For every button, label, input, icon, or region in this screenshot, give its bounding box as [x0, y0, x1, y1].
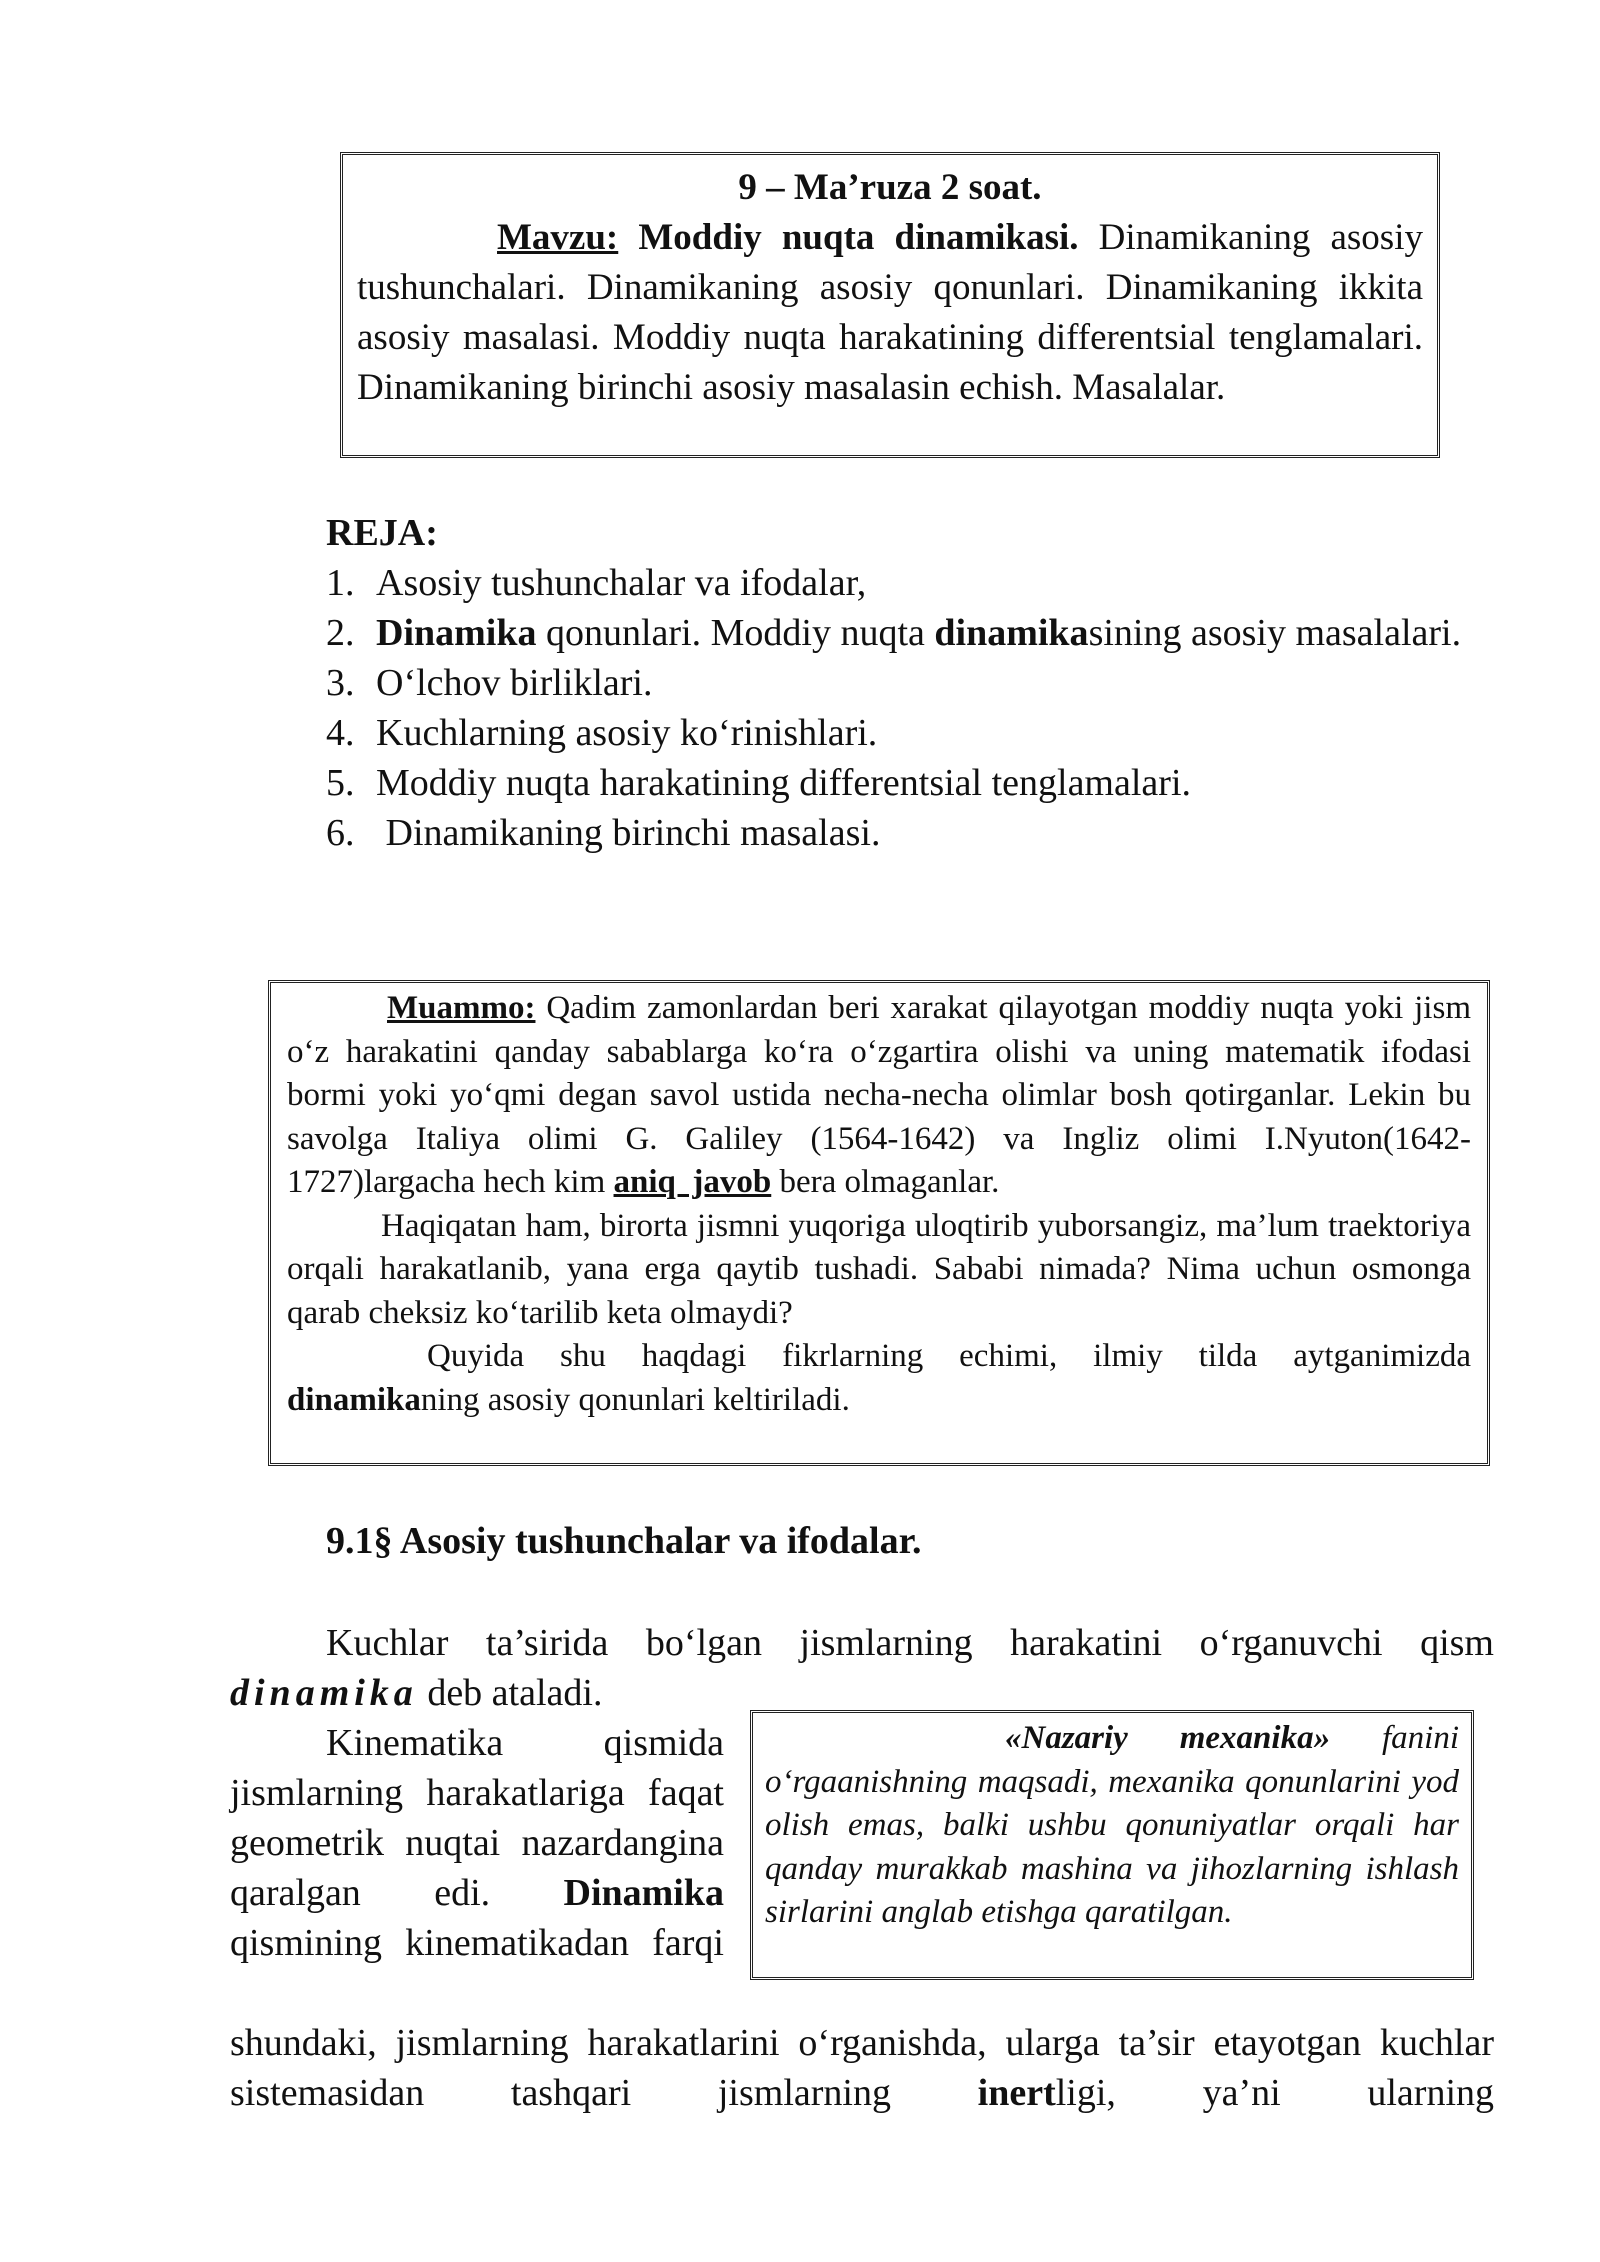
plan-item-text: Kuchlarning asosiy ko‘rinishlari.	[376, 712, 878, 754]
body-text: Kinematika qismida jismlarning harakatlariga faqat geometrik nuqtai nazardangina qaralgan edi.	[230, 1722, 724, 1914]
plan-item-text: Moddiy nuqta harakatining differentsial tenglamalari.	[376, 762, 1191, 804]
body-text-end: deb ataladi.	[417, 1672, 603, 1714]
quote-text: fanini o‘rgaanishning maqsadi, mexanika qonunlarini yod olish emas, balki ushbu qonuniyatlar orqali har qanday murakkab mashina va jihozlarning ishlash sirlarini anglab etishga qaratilgan.	[765, 1720, 1459, 1930]
problem-label: Muammo:	[387, 990, 536, 1026]
topic-bold: Moddiy nuqta dinamikasi.	[618, 217, 1079, 258]
quote-bold: «Nazariy mexanika»	[1005, 1720, 1331, 1756]
body-text-end: ligi, ya’ni ularning	[1055, 2072, 1494, 2114]
body-text-end: qismining kinematikadan farqi	[230, 1922, 724, 1964]
body-bold: inert	[977, 2072, 1056, 2114]
plan-item	[326, 708, 1494, 758]
problem-text: Qadim zamonlardan beri xarakat qilayotgan moddiy nuqta yoki jism o‘z harakatini qanday sabablarga ko‘ra o‘zgartira olishi va uning matematik ifodasi bormi yoki yo‘qmi degan savol ustida necha-necha olimlar bosh qotirganlar. Lekin bu savolga Italiya olimi G. Galiley (1564-1642) va Ingliz olimi I.Nyuton(1642-1727)largacha hech kim	[287, 990, 1471, 1200]
plan-heading: REJA:	[326, 512, 438, 554]
plan-item-text: Dinamikaning birinchi masalasi.	[376, 812, 881, 854]
problem-paragraph	[287, 987, 1471, 1205]
body-bold: Dinamika	[563, 1872, 724, 1914]
problem-box	[268, 980, 1490, 1466]
problem-text: Quyida shu haqdagi fikrlarning echimi, ilmiy tilda aytganimizda	[427, 1338, 1471, 1374]
plan-item-number: 1.	[326, 562, 355, 604]
lecture-header-box	[340, 152, 1440, 458]
body-text: Kuchlar ta’sirida bo‘lgan jismlarning harakatini o‘rganuvchi qism	[326, 1622, 1494, 1664]
plan-item-number: 4.	[326, 712, 355, 754]
quote-box	[750, 1710, 1474, 1980]
problem-paragraph: Haqiqatan ham, birorta jismni yuqoriga uloqtirib yuborsangiz, ma’lum traektoriya orqali harakatlanib, yana erga qaytib tushadi. Sababi nimada? Nima uchun osmonga qarab cheksiz ko‘tarilib keta olmaydi?	[287, 1207, 1471, 1331]
topic-rest: Dinamikaning asosiy tushunchalari. Dinamikaning asosiy qonunlari. Dinamikaning ikkita asosiy masalasi. Moddiy nuqta harakatining differentsial tenglamalari. Dinamikaning birinchi asosiy masalasin echish. Masalalar.	[357, 217, 1423, 408]
plan-item-bold: dinamika	[934, 612, 1089, 654]
body-term: dinamika	[230, 1672, 418, 1714]
plan-list	[326, 558, 1494, 858]
plan-item-mid: qonunlari. Moddiy nuqta	[536, 612, 935, 654]
lecture-title: 9 – Ma’ruza 2 soat.	[738, 167, 1042, 208]
plan-item	[326, 808, 1494, 858]
plan-item-text: O‘lchov birliklari.	[376, 662, 653, 704]
plan-item-number: 2.	[326, 612, 355, 654]
plan-item-number: 3.	[326, 662, 355, 704]
plan-item-number: 5.	[326, 762, 355, 804]
plan-item-end: sining asosiy masalalari.	[1088, 612, 1462, 654]
body-paragraph	[230, 2018, 1494, 2118]
plan-item-text	[376, 608, 1494, 658]
plan-item	[326, 558, 1494, 608]
problem-emphasis: aniq javob	[613, 1164, 772, 1200]
section-heading: 9.1§ Asosiy tushunchalar va ifodalar.	[326, 1520, 922, 1562]
plan-item	[326, 758, 1494, 808]
plan-item	[326, 608, 1494, 658]
plan-item-bold: Dinamika	[376, 612, 537, 654]
problem-bold: dinamika	[287, 1381, 421, 1418]
body-text: shundaki, jismlarning harakatlarini o‘rganishda, ularga ta’sir etayotgan kuchlar sistemasidan tashqari jismlarning	[230, 2022, 1494, 2114]
problem-paragraph	[287, 1335, 1471, 1422]
lecture-topic	[357, 213, 1423, 413]
problem-text-end: bera olmaganlar.	[771, 1164, 1000, 1200]
plan-item-number: 6.	[326, 812, 355, 854]
body-paragraph	[230, 1618, 1494, 1718]
body-left-column	[230, 1718, 724, 1968]
problem-text-end: ning asosiy qonunlari keltiriladi.	[420, 1381, 850, 1418]
plan-item-text: Asosiy tushunchalar va ifodalar,	[376, 562, 867, 604]
topic-label: Mavzu:	[497, 217, 619, 258]
plan-item	[326, 658, 1494, 708]
